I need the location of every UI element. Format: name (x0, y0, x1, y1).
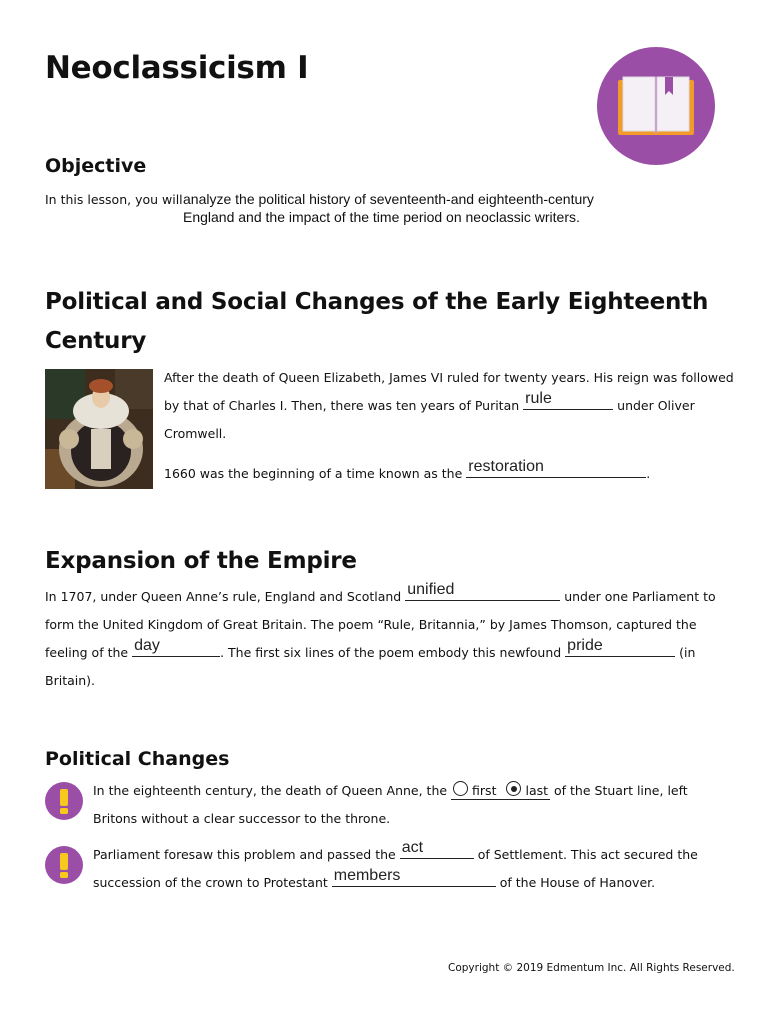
section2-line1 (45, 583, 735, 611)
section2-line3-mid: . The first six lines of the poem embody this newfound (220, 645, 562, 660)
section1-p1-line2-end: under Oliver (617, 398, 695, 413)
section2-line3-text: feeling of the (45, 645, 129, 660)
exclamation-icon (45, 846, 83, 884)
objective-line1: analyze the political history of seventeenth-and eighteenth-century (183, 191, 594, 207)
answer-field-day[interactable] (132, 637, 220, 657)
answer-field-act[interactable] (400, 839, 474, 859)
answer-field-unified[interactable] (405, 581, 560, 601)
section1-p1-line3: Cromwell. (164, 426, 227, 441)
section1-p1-line2-text: by that of Charles I. Then, there was ten years of Puritan (164, 398, 520, 413)
item1-text-end: of the Stuart line, left (554, 783, 688, 798)
answer-restoration: restoration (468, 458, 544, 475)
radio-group-first-last (451, 781, 550, 800)
section1-paragraph2 (164, 460, 734, 488)
section2-line2: form the United Kingdom of Great Britain. The poem “Rule, Britannia,” by James Thomson, captured the (45, 617, 697, 632)
item2-line1 (93, 841, 733, 869)
answer-unified: unified (407, 581, 455, 598)
item1-text: In the eighteenth century, the death of Queen Anne, the (93, 783, 448, 798)
political-changes-item1 (93, 777, 733, 833)
section-heading-political-changes: Political Changes (45, 748, 230, 770)
radio-first-label: first (472, 783, 497, 798)
item2-text: Parliament foresaw this problem and passed the (93, 847, 396, 862)
section-heading-political-social-line2: Century (45, 328, 147, 354)
page-title: Neoclassicism I (45, 50, 309, 86)
answer-field-restoration[interactable] (466, 458, 646, 478)
item2-text-end: of the House of Hanover. (499, 875, 656, 890)
objective-intro: In this lesson, you will (45, 192, 183, 207)
copyright-notice: Copyright © 2019 Edmentum Inc. All Rights Reserved. (448, 962, 735, 974)
radio-last-label: last (525, 783, 549, 798)
section2-line4: Britain). (45, 673, 95, 688)
section2-line3-end: (in (679, 645, 696, 660)
section2-line1-end: under one Parliament to (564, 589, 716, 604)
radio-last[interactable] (506, 781, 521, 796)
answer-field-rule[interactable] (523, 390, 613, 410)
section1-paragraph1 (164, 364, 734, 448)
section1-p2-end: . (646, 466, 651, 481)
radio-first[interactable] (453, 781, 468, 796)
answer-field-members[interactable] (332, 867, 496, 887)
answer-act: act (401, 839, 424, 856)
answer-members: members (333, 867, 401, 884)
item1-line2: Britons without a clear successor to the throne. (93, 811, 391, 826)
item2-line2 (93, 869, 733, 897)
item2-text-2: succession of the crown to Protestant (93, 875, 328, 890)
answer-pride: pride (567, 637, 603, 654)
answer-rule: rule (525, 390, 552, 407)
exclamation-icon (45, 782, 83, 820)
item2-text-mid: of Settlement. This act secured the (477, 847, 698, 862)
objective-heading: Objective (45, 155, 147, 177)
section1-p1-line2 (164, 392, 734, 420)
section2-line3 (45, 639, 735, 667)
political-changes-item2 (93, 841, 733, 897)
answer-day: day (134, 637, 160, 654)
section-heading-expansion: Expansion of the Empire (45, 548, 357, 574)
section2-paragraph (45, 583, 735, 695)
section1-p2-text: 1660 was the beginning of a time known as the (164, 466, 463, 481)
queen-elizabeth-portrait (45, 369, 153, 489)
answer-field-pride[interactable] (565, 637, 675, 657)
section1-p1-line1: After the death of Queen Elizabeth, James VI ruled for twenty years. His reign was followed (164, 370, 734, 385)
objective-line2: England and the impact of the time period on neoclassic writers. (183, 209, 580, 225)
section2-line1-text: In 1707, under Queen Anne’s rule, England and Scotland (45, 589, 402, 604)
item1-line1 (93, 777, 733, 805)
lesson-book-icon (597, 47, 715, 165)
section-heading-political-social: Political and Social Changes of the Early Eighteenth (45, 289, 709, 315)
